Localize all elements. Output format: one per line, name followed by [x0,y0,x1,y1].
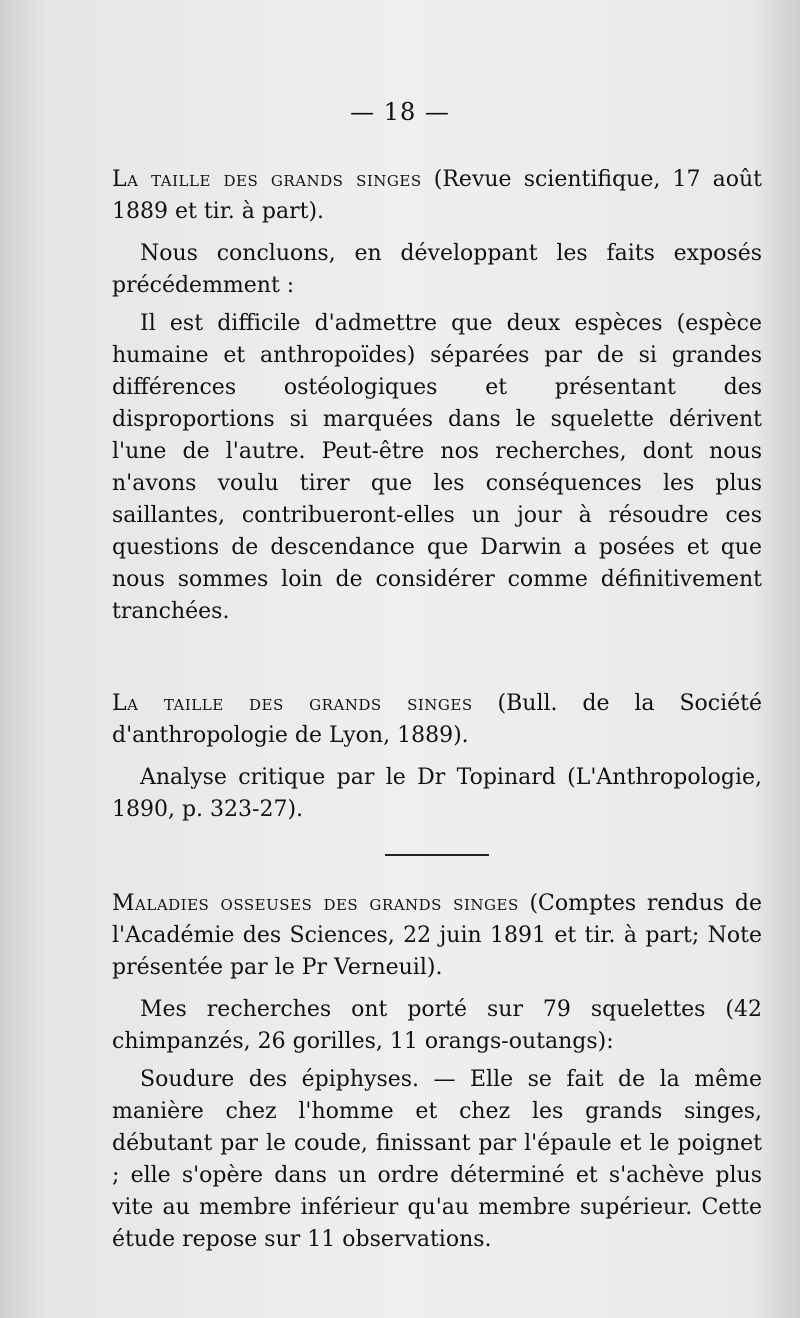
entry-2-heading [112,688,762,752]
entry-3-heading [112,888,762,984]
section-divider [385,854,489,856]
entry-1-title-citation: (Revue scientifique, 17 août 1889 et tir. à part). [112,167,762,224]
entry-2-title-citation: (Bull. de la Société d'anthropologie de Lyon, 1889). [112,691,762,748]
entry-3-paragraph-1: Mes recherches ont porté sur 79 squelettes (42 chimpanzés, 26 gorilles, 11 orangs-outangs): [112,997,762,1054]
entry-1-heading [112,164,762,228]
page-content [112,164,762,1256]
entry-2-title-smallcaps: La taille des grands singes [112,691,473,716]
entry-3-title-smallcaps: Maladies osseuses des grands singes [112,891,519,916]
entry-3-paragraph-2: Soudure des épiphyses. — Elle se fait de la même manière chez l'homme et chez les grands singes, débutant par le coude, finissant par l'épaule et le poignet ; elle s'opère dans un ordre déterminé et s'achève plus vite au membre inférieur qu'au membre supérieur. Cette étude repose sur 11 observations. [112,1067,762,1252]
entry-3-title-citation: (Comptes rendus de l'Académie des Sciences, 22 juin 1891 et tir. à part; Note présentée par le Pr Verneuil). [112,891,762,980]
entry-1-title-smallcaps: La taille des grands singes [112,167,422,192]
page-number: — 18 — [350,98,450,126]
entry-1-paragraph-1: Nous concluons, en développant les faits exposés précédemment : [112,241,762,298]
entry-2-paragraph-1: Analyse critique par le Dr Topinard (L'Anthropologie, 1890, p. 323-27). [112,765,762,822]
entry-1-paragraph-2: Il est difficile d'admettre que deux espèces (espèce humaine et anthropoïdes) séparées par de si grandes différences ostéologiques et présentant des disproportions si marquées dans le squelette dérivent l'une de l'autre. Peut-être nos recherches, dont nous n'avons voulu tirer que les conséquences les plus saillantes, contribueront-elles un jour à résoudre ces questions de descendance que Darwin a posées et que nous sommes loin de considérer comme définitivement tranchées. [112,311,762,624]
